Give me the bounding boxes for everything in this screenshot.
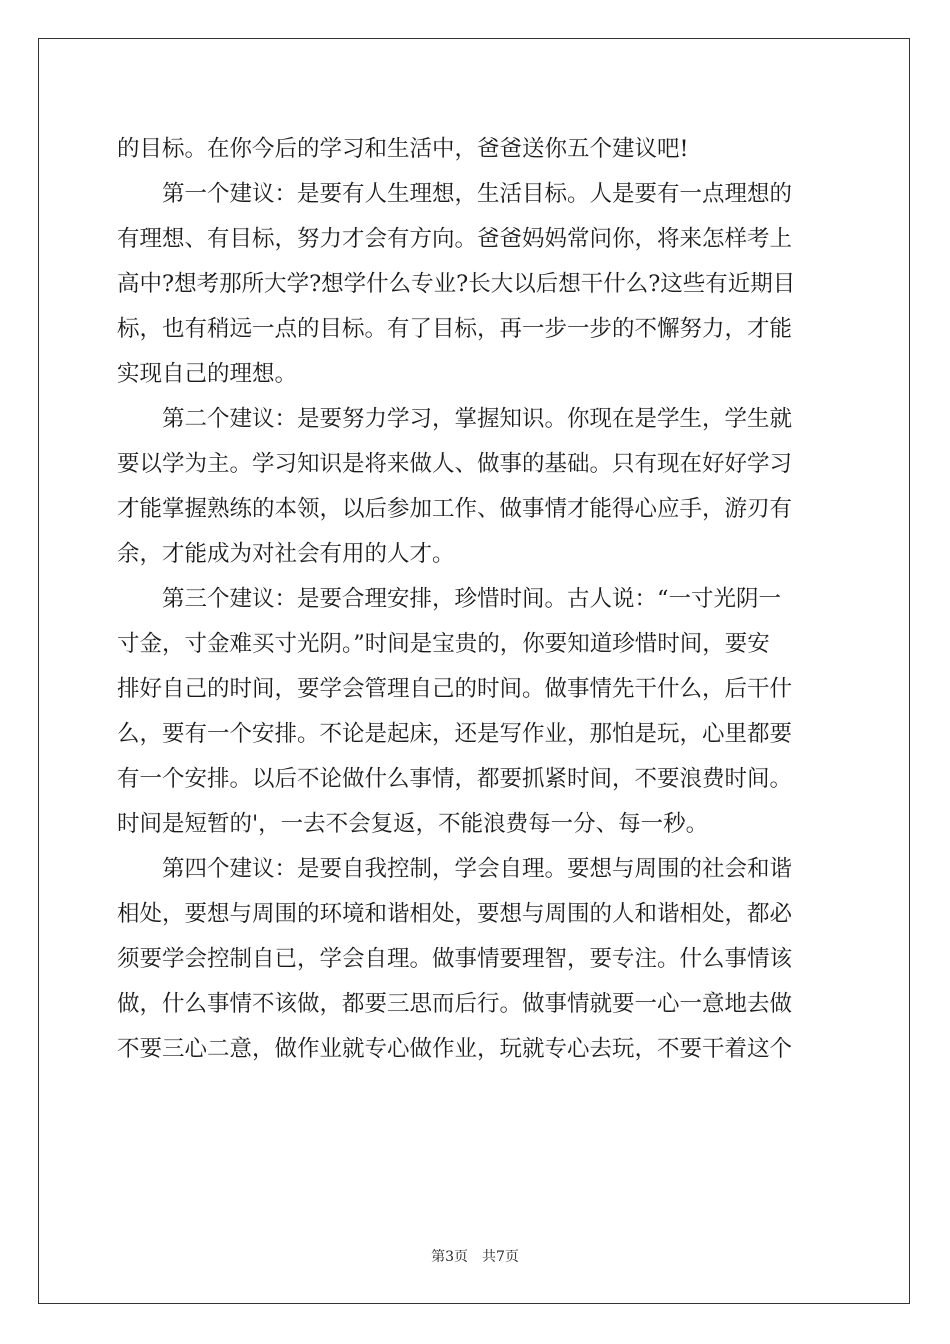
text-line: 做，什么事情不该做，都要三思而后行。做事情就要一心一意地去做 bbox=[117, 991, 793, 1017]
text-line: 第一个建议：是要有人生理想，生活目标。人是要有一点理想的 bbox=[117, 181, 793, 207]
text-line: 要以学为主。学习知识是将来做人、做事的基础。只有现在好好学习 bbox=[117, 451, 793, 477]
page-number: 第3页 bbox=[431, 1249, 468, 1265]
text-line: 余，才能成为对社会有用的人才。 bbox=[117, 541, 455, 567]
text-line: 第四个建议：是要自我控制，学会自理。要想与周围的社会和谐 bbox=[117, 856, 793, 882]
page-footer bbox=[0, 1246, 950, 1266]
document-body bbox=[117, 127, 837, 1072]
text-line: 第三个建议：是要合理安排，珍惜时间。古人说：“一寸光阴一 bbox=[117, 586, 782, 612]
text-line: 的目标。在你今后的学习和生活中，爸爸送你五个建议吧! bbox=[117, 136, 689, 162]
text-line: 么，要有一个安排。不论是起床，还是写作业，那怕是玩，心里都要 bbox=[117, 721, 793, 747]
text-line: 相处，要想与周围的环境和谐相处，要想与周围的人和谐相处，都必 bbox=[117, 901, 793, 927]
text-line: 不要三心二意，做作业就专心做作业，玩就专心去玩，不要干着这个 bbox=[117, 1036, 793, 1062]
text-line: 有理想、有目标，努力才会有方向。爸爸妈妈常问你，将来怎样考上 bbox=[117, 226, 793, 252]
text-line: 排好自己的时间，要学会管理自己的时间。做事情先干什么，后干什 bbox=[117, 676, 793, 702]
text-line: 有一个安排。以后不论做什么事情，都要抓紧时间，不要浪费时间。 bbox=[117, 766, 793, 792]
text-line: 高中?想考那所大学?想学什么专业?长大以后想干什么?这些有近期目 bbox=[117, 271, 796, 297]
text-line: 实现自己的理想。 bbox=[117, 361, 298, 387]
text-line: 须要学会控制自已，学会自理。做事情要理智，要专注。什么事情该 bbox=[117, 946, 793, 972]
page-total: 共7页 bbox=[482, 1249, 519, 1265]
text-line: 才能掌握熟练的本领，以后参加工作、做事情才能得心应手，游刃有 bbox=[117, 496, 793, 522]
text-line: 时间是短暂的'，一去不会复返，不能浪费每一分、每一秒。 bbox=[117, 811, 709, 837]
text-line: 标，也有稍远一点的目标。有了目标，再一步一步的不懈努力，才能 bbox=[117, 316, 793, 342]
text-line: 寸金，寸金难买寸光阴。”时间是宝贵的，你要知道珍惜时间，要安 bbox=[117, 631, 770, 657]
text-line: 第二个建议：是要努力学习，掌握知识。你现在是学生，学生就 bbox=[117, 406, 793, 432]
